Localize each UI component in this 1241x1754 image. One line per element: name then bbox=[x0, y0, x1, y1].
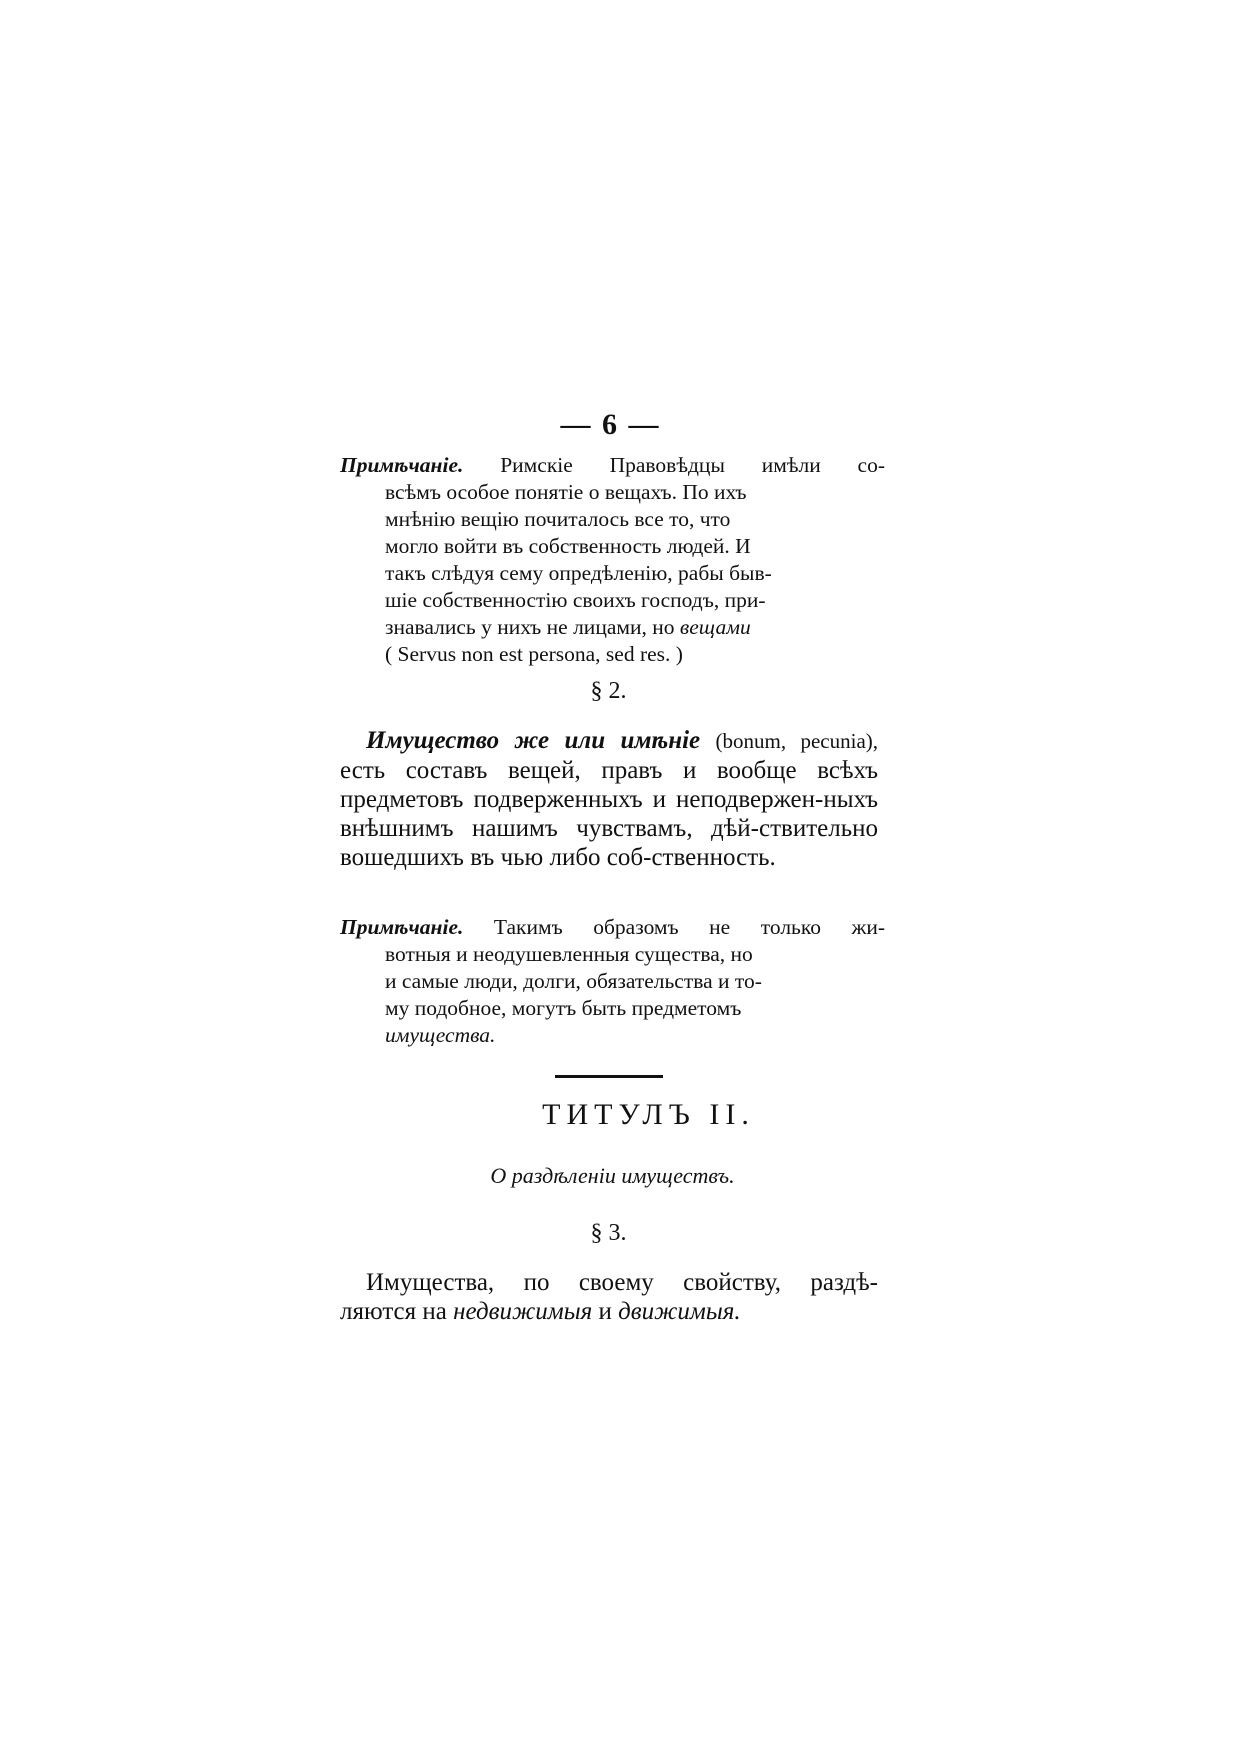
conjunction: и bbox=[598, 1298, 612, 1325]
note-first-line bbox=[340, 914, 885, 941]
section-3-paragraph bbox=[340, 1268, 878, 1326]
paragraph-latin: (bonum, pecunia), bbox=[715, 729, 879, 753]
title-subtitle: О раздѣленіи имуществъ. bbox=[490, 1163, 735, 1188]
note-line-last bbox=[340, 614, 885, 641]
note-first-text: Римскіе Правовѣдцы имѣли со- bbox=[500, 453, 885, 477]
italic-immovable: недвижимыя bbox=[453, 1298, 593, 1325]
paragraph-lead bbox=[340, 727, 700, 754]
note-italic-word: имущества. bbox=[385, 1023, 496, 1047]
paragraph-line-1: Имущества, по своему свойству, раздѣ- bbox=[366, 1269, 878, 1296]
note-italic-word: вещами bbox=[679, 615, 751, 639]
note-line: вотныя и неодушевленныя существа, но bbox=[385, 942, 753, 966]
section-2-paragraph bbox=[340, 726, 878, 872]
note-line: мнѣнію вещію почиталось все то, что bbox=[385, 507, 731, 531]
paragraph-text: ляются на bbox=[340, 1298, 447, 1325]
page-number: — 6 — bbox=[560, 408, 661, 441]
note-line: му подобное, могутъ быть предметомъ bbox=[385, 996, 742, 1020]
note-line-text: знавались у нихъ не лицами, но bbox=[385, 615, 675, 639]
note-line: такъ слѣдуя сему опредѣленію, рабы быв- bbox=[385, 561, 772, 585]
note-line: шіе собственностію своихъ господъ, при- bbox=[385, 588, 766, 612]
note-line: и самые люди, долги, обязательства и то- bbox=[385, 969, 762, 993]
note-line: могло войти въ собственность людей. И bbox=[385, 534, 751, 558]
note-roman-jurists bbox=[340, 452, 885, 668]
section-divider bbox=[555, 1075, 663, 1078]
paragraph-line-2 bbox=[340, 1297, 878, 1326]
note-first-line bbox=[340, 452, 885, 479]
note-line: всѣмъ особое понятіе о вещахъ. По ихъ bbox=[385, 480, 747, 504]
section-sign-2: § 2. bbox=[590, 678, 627, 704]
note-latin: ( Servus non est persona, sed res. ) bbox=[385, 642, 683, 666]
note-label: Примѣчаніе. bbox=[340, 915, 464, 939]
note-label: Примѣчаніе. bbox=[340, 453, 464, 477]
note-first-text: Такимъ образомъ не только жи- bbox=[493, 915, 886, 939]
section-sign-3: § 3. bbox=[590, 1220, 627, 1246]
title-heading: ТИТУЛЪ II. bbox=[542, 1098, 755, 1131]
italic-movable: движимыя. bbox=[618, 1298, 741, 1325]
paragraph-lead-text: Имущество же или имѣніе bbox=[366, 727, 701, 754]
note-things bbox=[340, 914, 885, 1049]
paragraph-text: есть составъ вещей, правъ и вообще всѣхъ предметовъ подверженныхъ и неподвержен-ныхъ внѣшнимъ нашимъ чувствамъ, дѣй-ствительно вошедшихъ въ чью либо соб-ственность. bbox=[340, 757, 878, 871]
